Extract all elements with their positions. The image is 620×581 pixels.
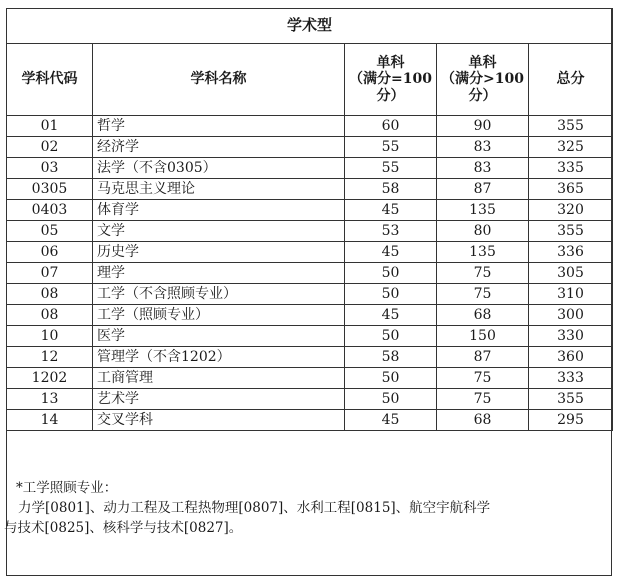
cell-single-100: 53 [345, 221, 437, 242]
score-table [6, 8, 613, 431]
header-single-100 [345, 44, 437, 116]
cell-name: 管理学（不含1202） [93, 347, 345, 368]
cell-single-over-100: 135 [437, 200, 529, 221]
table-row [7, 116, 613, 137]
header-name: 学科名称 [93, 44, 345, 116]
cell-single-over-100: 75 [437, 284, 529, 305]
cell-single-over-100: 75 [437, 263, 529, 284]
cell-code: 0305 [7, 179, 93, 200]
cell-single-over-100: 87 [437, 347, 529, 368]
cell-code: 14 [7, 410, 93, 431]
cell-single-over-100: 90 [437, 116, 529, 137]
table-row [7, 326, 613, 347]
cell-total: 336 [529, 242, 613, 263]
cell-total: 365 [529, 179, 613, 200]
table-row [7, 242, 613, 263]
footnote-line-2: 与技术[0825]、核科学与技术[0827]。 [4, 520, 243, 536]
cell-name: 历史学 [93, 242, 345, 263]
cell-single-100: 45 [345, 410, 437, 431]
table-row [7, 347, 613, 368]
cell-single-over-100: 68 [437, 410, 529, 431]
cell-name: 艺术学 [93, 389, 345, 410]
table-row [7, 221, 613, 242]
cell-name: 经济学 [93, 137, 345, 158]
cell-single-100: 50 [345, 263, 437, 284]
cell-single-100: 58 [345, 347, 437, 368]
footnote-heading: *工学照顾专业： [16, 480, 118, 496]
cell-single-over-100: 75 [437, 389, 529, 410]
cell-name: 理学 [93, 263, 345, 284]
cell-code: 01 [7, 116, 93, 137]
header-single-100-line1: 单科 [376, 55, 405, 72]
table-row [7, 137, 613, 158]
cell-code: 02 [7, 137, 93, 158]
cell-single-100: 55 [345, 137, 437, 158]
cell-code: 12 [7, 347, 93, 368]
cell-total: 360 [529, 347, 613, 368]
cell-total: 310 [529, 284, 613, 305]
cell-single-over-100: 75 [437, 368, 529, 389]
cell-code: 08 [7, 284, 93, 305]
cell-code: 1202 [7, 368, 93, 389]
cell-single-100: 45 [345, 242, 437, 263]
cell-single-100: 55 [345, 158, 437, 179]
cell-total: 320 [529, 200, 613, 221]
cell-code: 0403 [7, 200, 93, 221]
cell-single-over-100: 83 [437, 137, 529, 158]
cell-name: 工学（照顾专业） [93, 305, 345, 326]
cell-single-over-100: 87 [437, 179, 529, 200]
cell-name: 体育学 [93, 200, 345, 221]
footnote [4, 478, 606, 538]
table-title: 学术型 [7, 9, 613, 44]
cell-single-over-100: 135 [437, 242, 529, 263]
table-row [7, 368, 613, 389]
cell-total: 300 [529, 305, 613, 326]
cell-name: 工商管理 [93, 368, 345, 389]
cell-total: 355 [529, 389, 613, 410]
header-single-100-line2: （满分=100 [349, 71, 432, 88]
cell-total: 325 [529, 137, 613, 158]
table-row [7, 179, 613, 200]
table-row [7, 200, 613, 221]
cell-single-100: 58 [345, 179, 437, 200]
cell-name: 文学 [93, 221, 345, 242]
table-row [7, 410, 613, 431]
table-row [7, 263, 613, 284]
cell-single-100: 50 [345, 389, 437, 410]
table-row [7, 158, 613, 179]
cell-code: 06 [7, 242, 93, 263]
cell-single-over-100: 83 [437, 158, 529, 179]
header-single-over-line3: 分） [468, 87, 497, 104]
cell-code: 10 [7, 326, 93, 347]
cell-name: 法学（不含0305） [93, 158, 345, 179]
header-code: 学科代码 [7, 44, 93, 116]
cell-name: 马克思主义理论 [93, 179, 345, 200]
cell-name: 交叉学科 [93, 410, 345, 431]
header-single-over-line1: 单科 [468, 55, 497, 72]
cell-name: 医学 [93, 326, 345, 347]
cell-code: 05 [7, 221, 93, 242]
cell-single-100: 45 [345, 200, 437, 221]
cell-code: 07 [7, 263, 93, 284]
header-single-over-100 [437, 44, 529, 116]
cell-single-over-100: 150 [437, 326, 529, 347]
cell-code: 13 [7, 389, 93, 410]
cell-single-100: 50 [345, 284, 437, 305]
cell-code: 08 [7, 305, 93, 326]
cell-single-over-100: 80 [437, 221, 529, 242]
cell-name: 工学（不含照顾专业） [93, 284, 345, 305]
table-row [7, 284, 613, 305]
cell-total: 330 [529, 326, 613, 347]
footnote-line-1: 力学[0801]、动力工程及工程热物理[0807]、水利工程[0815]、航空宇航科学 [18, 500, 491, 516]
cell-single-over-100: 68 [437, 305, 529, 326]
header-total: 总分 [529, 44, 613, 116]
cell-name: 哲学 [93, 116, 345, 137]
cell-total: 355 [529, 221, 613, 242]
header-single-100-line3: 分） [376, 87, 405, 104]
cell-total: 333 [529, 368, 613, 389]
cell-total: 355 [529, 116, 613, 137]
cell-total: 305 [529, 263, 613, 284]
cell-single-100: 50 [345, 326, 437, 347]
cell-single-100: 50 [345, 368, 437, 389]
cell-code: 03 [7, 158, 93, 179]
table-row [7, 305, 613, 326]
cell-single-100: 45 [345, 305, 437, 326]
cell-total: 295 [529, 410, 613, 431]
cell-total: 335 [529, 158, 613, 179]
header-single-over-line2: （满分>100 [441, 71, 524, 88]
cell-single-100: 60 [345, 116, 437, 137]
table-row [7, 389, 613, 410]
